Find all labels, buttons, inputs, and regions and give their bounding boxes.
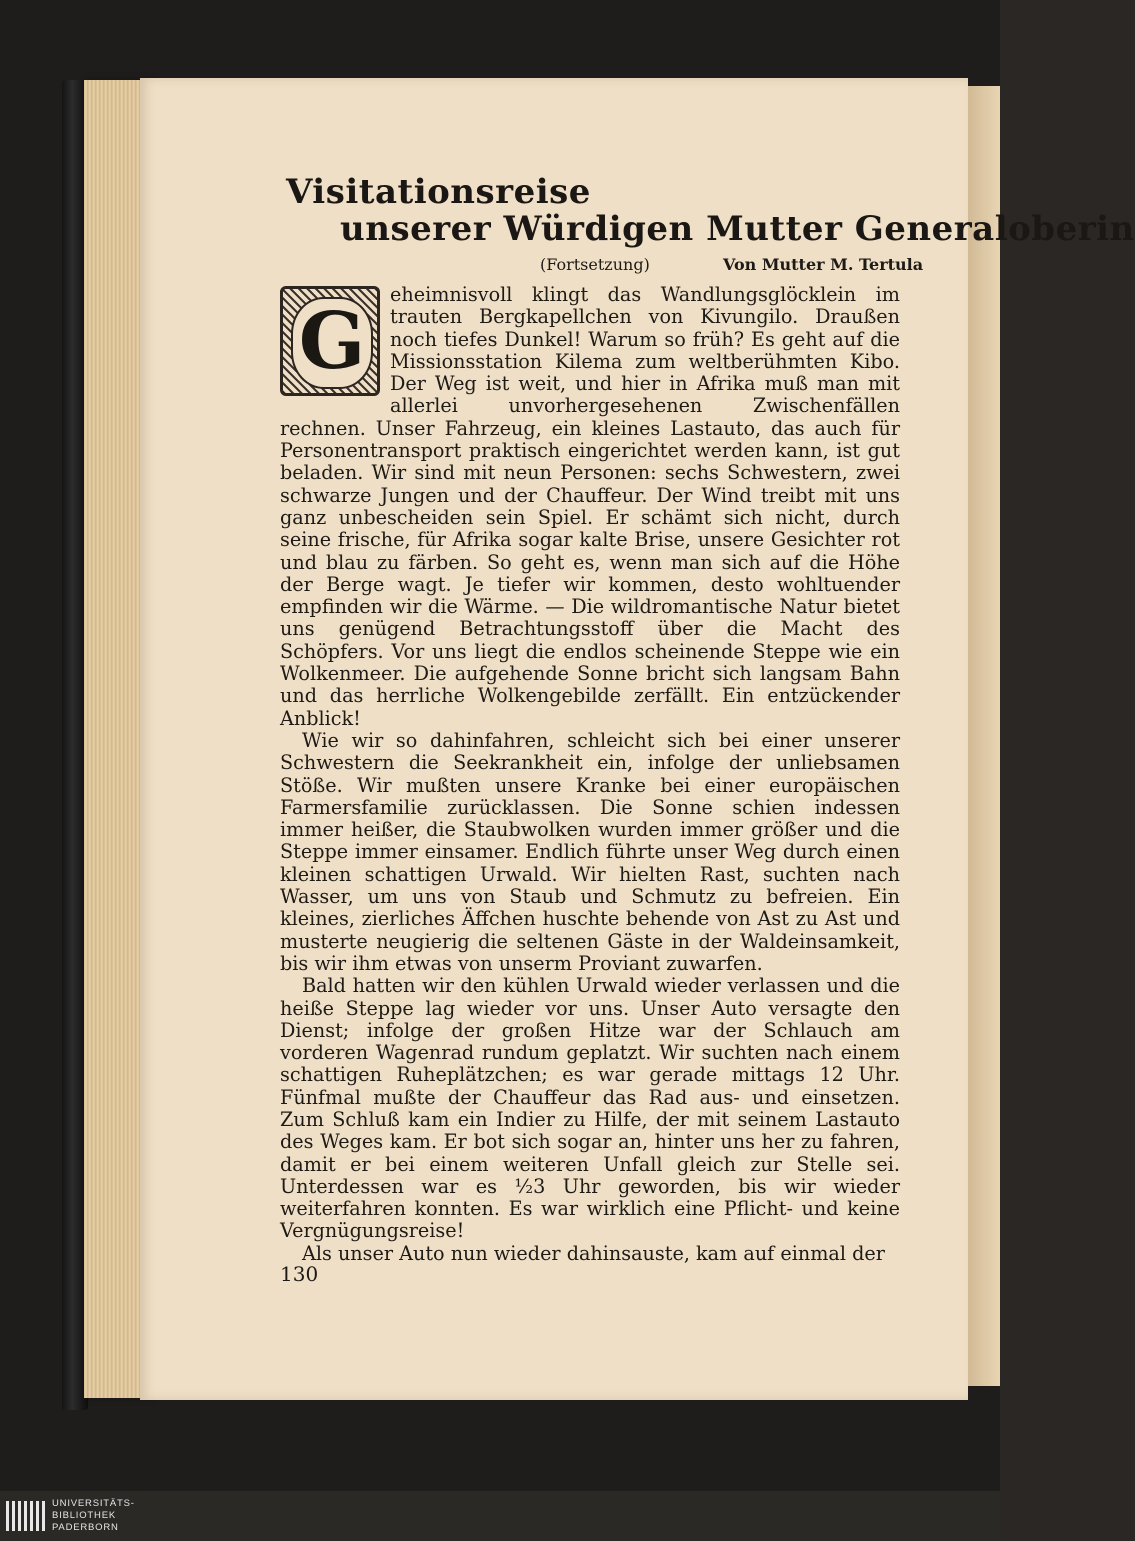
article-title-line-2: unserer Würdigen Mutter Generaloberin <box>340 209 1135 249</box>
logo-line: UNIVERSITÄTS- <box>52 1498 135 1509</box>
logo-line: BIBLIOTHEK <box>52 1510 116 1521</box>
initial-letter: G <box>291 297 373 389</box>
paragraph: Als unser Auto nun wieder dahinsauste, kam auf einmal der <box>302 1241 885 1265</box>
paragraph: Wie wir so dahinfahren, schleicht sich bei einer unserer Schwestern die Seekrankheit ein, infolge der unliebsamen Stöße. Wir mußten unsere Kranke bei einer europäischen Farmersfamilie zurücklassen. Die Sonne schien indessen immer heißer, die Staubwolken wurden immer größer und die Steppe immer einsamer. Endlich führte unser Weg durch einen kleinen schattigen Urwald. Wir hielten Rast, suchten nach Wasser, um uns von Staub und Schmutz zu befreien. Ein kleines, zierliches Äffchen huschte behende von Ast zu Ast und musterte neugierig die seltenen Gäste in der Waldeinsamkeit, bis wir ihm etwas von unserm Proviant zuwarfen. <box>280 728 900 975</box>
library-logo-icon <box>6 1501 48 1531</box>
logo-line: PADERBORN <box>52 1522 119 1533</box>
library-footer <box>0 1491 1000 1541</box>
article-body <box>280 284 900 1265</box>
paragraph: Bald hatten wir den kühlen Urwald wieder verlassen und die heiße Steppe lag wieder vor uns. Unser Auto versagte den Dienst; infolge der großen Hitze war der Schlauch am vorderen Wagenrad rundum geplatzt. Wir suchten nach einem schattigen Ruheplätzchen; es war gerade mittags 12 Uhr. Fünfmal mußte der Chauffeur das Rad aus- und einsetzen. Zum Schluß kam ein Indier zu Hilfe, der mit seinem Lastauto des Weges kam. Er bot sich sogar an, hinter uns her zu fahren, damit er bei einem weiteren Unfall gleich zur Stelle sei. Unterdessen war es ½3 Uhr geworden, bis wir wieder weiterfahren konnten. Es war wirklich eine Pflicht- und keine Vergnügungsreise! <box>280 974 900 1243</box>
author-byline: Von Mutter M. Tertula <box>723 255 924 274</box>
continuation-note: (Fortsetzung) <box>540 255 650 274</box>
paragraph-text: eheimnisvoll klingt das Wandlungsglöcklein im trauten Bergkapellchen von Kivungilo. Draußen noch tiefes Dunkel! Warum so früh? Es geht auf die Missionsstation Kilema zum weltberühmten Kibo. Der Weg ist weit, und hier in Afrika muß man mit allerlei unvorhergesehenen Zwischenfällen rechnen. Unser Fahrzeug, ein kleines Lastauto, das auch für Personentransport praktisch eingerichtet werden kann, ist gut beladen. Wir sind mit neun Personen: sechs Schwestern, zwei schwarze Jungen und der Chauffeur. Der Wind treibt mit uns ganz unbescheiden sein Spiel. Er schämt sich nicht, durch seine frische, für Afrika sogar kalte Brise, unsere Gesichter rot und blau zu färben. So geht es, wenn man sich auf die Höhe der Berge wagt. Je tiefer wir kommen, desto wohltuender empfinden wir die Wärme. — Die wildromantische Natur bietet uns genügend Betrachtungsstoff über die Macht des Schöpfers. Vor uns liegt die endlos scheinende Steppe wie ein Wolkenmeer. Die aufgehende Sonne bricht sich langsam Bahn und das herrliche Wolkengebilde zerfällt. Ein entzückender Anblick! <box>280 283 900 730</box>
library-logo-text <box>52 1498 135 1534</box>
ornamental-initial <box>280 286 380 396</box>
article-title-line-1: Visitationsreise <box>286 172 591 212</box>
page-number: 130 <box>280 1262 319 1286</box>
paragraph <box>280 284 900 730</box>
